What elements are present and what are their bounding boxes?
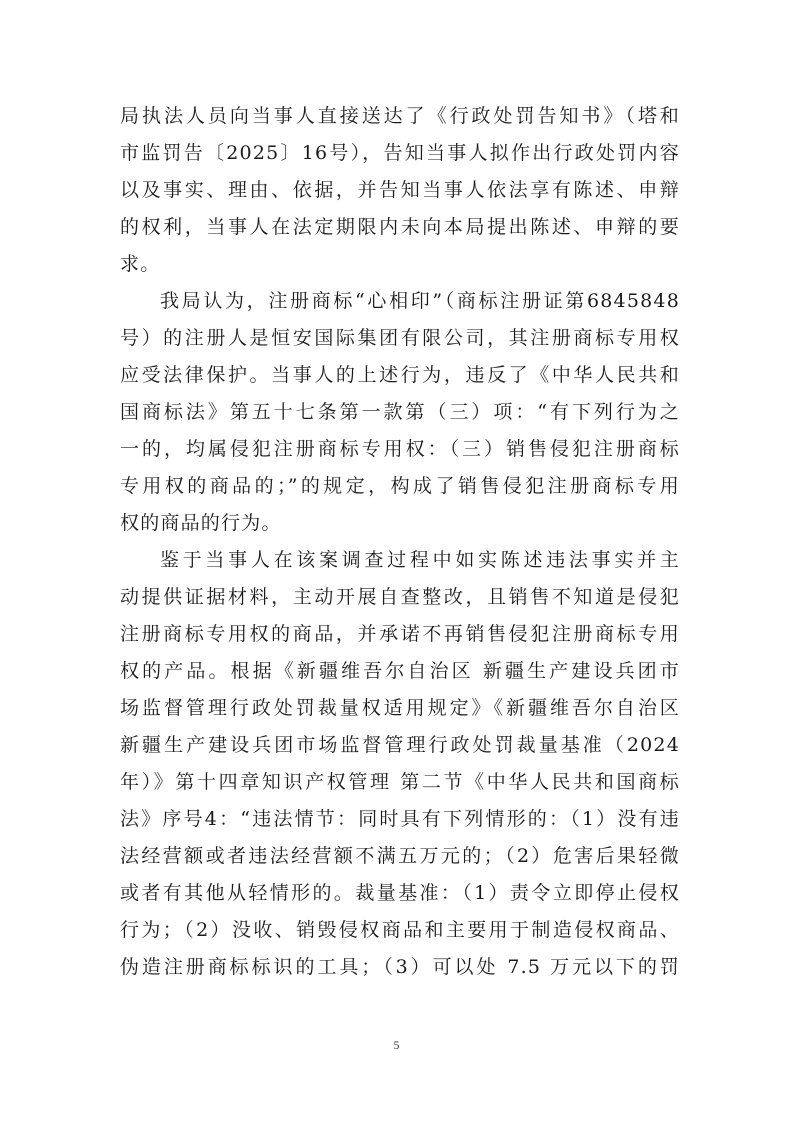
- text-line: 一的，均属侵犯注册商标专用权：（三）销售侵犯注册商标: [120, 438, 680, 460]
- text-line: 伪造注册商标标识的工具；（3）可以处 7.5 万元以下的罚: [120, 956, 680, 978]
- text-line: 鉴于当事人在该案调查过程中如实陈述违法事实并主: [160, 549, 680, 571]
- text-line: 年）》第十四章知识产权管理 第二节《中华人民共和国商标: [120, 771, 680, 793]
- text-line: 动提供证据材料，主动开展自查整改，且销售不知道是侵犯: [120, 586, 680, 608]
- text-line: 场监督管理行政处罚裁量权适用规定》《新疆维吾尔自治区: [120, 697, 680, 719]
- text-line: 权的产品。根据《新疆维吾尔自治区 新疆生产建设兵团市: [120, 660, 680, 682]
- text-line: 行为；（2）没收、销毁侵权商品和主要用于制造侵权商品、: [120, 919, 680, 941]
- text-line: 应受法律保护。当事人的上述行为，违反了《中华人民共和: [120, 364, 680, 386]
- text-line: 的权利，当事人在法定期限内未向本局提出陈述、申辩的要: [120, 216, 680, 238]
- text-line: 法》序号4：“违法情节：同时具有下列情形的：（1）没有违: [120, 808, 680, 830]
- text-line: 专用权的商品的；”的规定，构成了销售侵犯注册商标专用: [120, 475, 680, 497]
- text-line: 号）的注册人是恒安国际集团有限公司，其注册商标专用权: [120, 327, 680, 349]
- text-line: 新疆生产建设兵团市场监督管理行政处罚裁量基准（2024: [120, 734, 680, 756]
- text-line: 求。: [120, 253, 161, 275]
- text-line: 法经营额或者违法经营额不满五万元的；（2）危害后果轻微: [120, 845, 680, 867]
- text-line: 以及事实、理由、依据，并告知当事人依法享有陈述、申辩: [120, 179, 680, 201]
- body-text: [120, 98, 680, 986]
- text-line: 权的商品的行为。: [120, 512, 282, 534]
- text-line: 我局认为，注册商标“心相印”（商标注册证第6845848: [160, 290, 680, 312]
- text-line: 注册商标专用权的商品，并承诺不再销售侵犯注册商标专用: [120, 623, 680, 645]
- page-number: 5: [393, 1038, 400, 1052]
- text-line: 国商标法》第五十七条第一款第（三）项：“有下列行为之: [120, 401, 680, 423]
- text-line: 或者有其他从轻情形的。裁量基准：（1）责令立即停止侵权: [120, 882, 680, 904]
- text-line: 局执法人员向当事人直接送达了《行政处罚告知书》（塔和: [120, 105, 680, 127]
- text-line: 市监罚告〔2025〕16号），告知当事人拟作出行政处罚内容: [120, 142, 680, 164]
